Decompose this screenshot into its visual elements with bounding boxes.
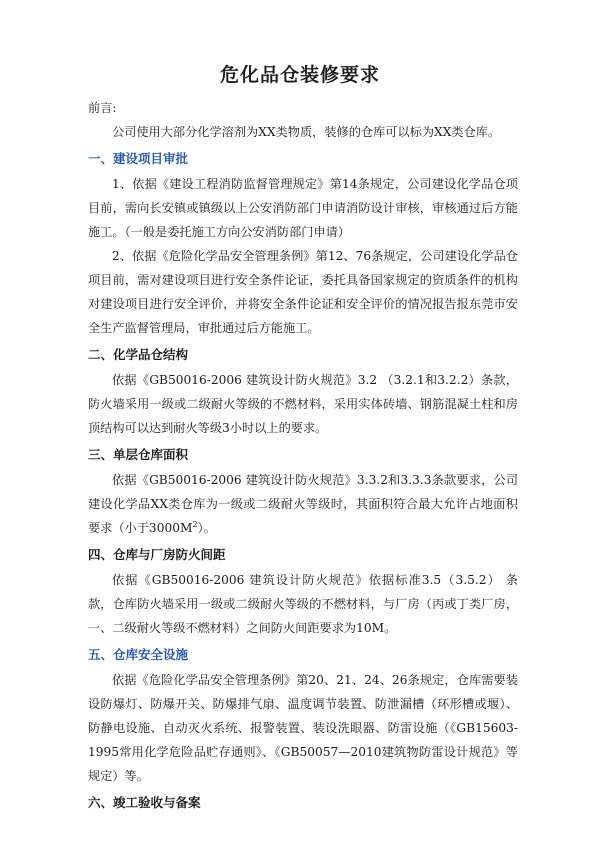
section-2-heading: 二、化学品仓结构: [88, 347, 189, 362]
section-5-paragraph-1: 依据《危险化学品安全管理条例》第20、21、24、26条规定，仓库需要装设防爆灯、防爆开关、防爆排气扇、温度调节装置、防泄漏槽（环形槽或堰）、防静电设施、自动灭火系统、报警装置、装设洗眼器、防雷设施（《GB15603-1995常用化学危险品贮存通则》、《GB50057—2010建筑物防雷设计规范》等规定）等。: [88, 673, 518, 783]
section-4-paragraph-1: 依据《GB50016-2006 建筑设计防火规范》依据标准3.5（3.5.2） 条款，仓库防火墙采用一级或二级耐火等级的不燃材料，与厂房（丙或丁类厂房，一、二级耐火等级不燃材料）之间防火间距要求为10M。: [88, 573, 518, 635]
section-1-heading: 一、建设项目审批: [88, 151, 189, 166]
preface-label: 前言:: [88, 101, 117, 115]
section-5-heading: 五、仓库安全设施: [88, 647, 189, 662]
section-3-text: 依据《GB50016-2006 建筑设计防火规范》3.3.2和3.3.3条款要求，公司建设化学品XX类仓库为一级或二级耐火等级时，其面积符合最大允许占地面积要求（小于3000M: [88, 473, 518, 535]
section-3-heading: 三、单层仓库面积: [88, 447, 189, 462]
section-3-text-end: ）。: [197, 521, 216, 535]
section-2-paragraph-1: 依据《GB50016-2006 建筑设计防火规范》3.2 （3.2.1和3.2.2）条款，防火墙采用一级或二级耐火等级的不燃材料，采用实体砖墙、钢筋混凝土柱和房顶结构可以达到耐火等级3小时以上的要求。: [88, 373, 518, 435]
document-body: [88, 96, 518, 816]
section-3-paragraph-1: [88, 468, 518, 540]
section-4-heading: 四、仓库与厂房防火间距: [88, 547, 226, 562]
section-6-heading: 六、竣工验收与备案: [88, 795, 201, 810]
preface-paragraph: 公司使用大部分化学溶剂为XX类物质，装修的仓库可以标为XX类仓库。: [112, 125, 501, 139]
section-1-paragraph-2: 2、依据《危险化学品安全管理条例》第12、76条规定，公司建设化学品仓项目前，需对建设项目进行安全条件论证，委托具备国家规定的资质条件的机构对建设项目进行安全评价，并将安全条件论证和安全评价的情况报告报东莞市安全生产监督管理局，审批通过后方能施工。: [88, 249, 518, 335]
superscript-2: 2: [192, 519, 198, 529]
document-title: 危化品仓装修要求: [219, 64, 380, 86]
section-1-paragraph-1: 1、依据《建设工程消防监督管理规定》第14条规定，公司建设化学品仓项目前，需向长安镇或镇级以上公安消防部门申请消防设计审核，审核通过后方能施工。（一般是委托施工方向公安消防部门申请）: [88, 177, 518, 239]
